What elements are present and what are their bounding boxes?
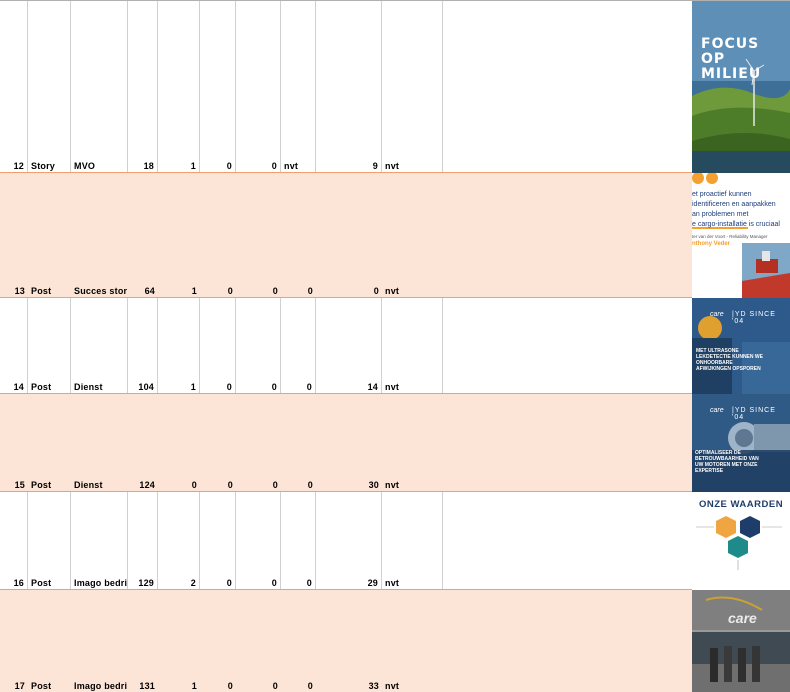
value: 0: [306, 578, 312, 588]
cell-nr[interactable]: [0, 492, 28, 589]
cell-c4[interactable]: [236, 492, 281, 589]
cell-c3[interactable]: [200, 492, 236, 589]
value: 0: [227, 286, 233, 296]
cell-type[interactable]: [28, 298, 71, 393]
quote-author-role: ter van der Voort - Reliability Manager: [692, 234, 768, 239]
cell-c1[interactable]: [128, 590, 158, 692]
cell-c3[interactable]: [200, 173, 236, 297]
cell-topic[interactable]: [71, 394, 128, 491]
value: nvt: [385, 480, 400, 490]
cell-c5[interactable]: [281, 394, 316, 491]
cell-topic[interactable]: [71, 173, 128, 297]
topic: Imago bedri: [74, 578, 128, 588]
cell-c6[interactable]: [316, 394, 382, 491]
table-row[interactable]: [0, 173, 790, 298]
value: 1: [191, 286, 197, 296]
value: 131: [139, 681, 155, 691]
cell-c2[interactable]: [158, 394, 200, 491]
ultrasone-lekdetectie-card[interactable]: [692, 298, 790, 394]
value: 0: [307, 681, 313, 691]
value: 14: [367, 382, 378, 392]
brand-logo: care: [728, 610, 757, 626]
value: 18: [143, 161, 154, 171]
brand-logo: care: [710, 311, 724, 318]
cell-c5[interactable]: [281, 1, 316, 172]
cell-c6[interactable]: [316, 298, 382, 393]
diagram-title: ONZE WAARDEN: [698, 499, 784, 510]
cell-c4[interactable]: [236, 173, 281, 297]
row-number: 13: [14, 286, 25, 296]
value: 1: [190, 382, 196, 392]
row-number: 15: [14, 480, 25, 490]
row-number: 17: [14, 681, 25, 691]
cell-c3[interactable]: [200, 590, 236, 692]
cell-c4[interactable]: [236, 590, 281, 692]
cell-c2[interactable]: [158, 590, 200, 692]
value: 0: [307, 480, 313, 490]
value: 0: [226, 161, 232, 171]
value: 0: [191, 480, 197, 490]
motor-reliability-card[interactable]: [692, 394, 790, 492]
cell-c7[interactable]: [382, 492, 443, 589]
icare-building-team-photo[interactable]: [692, 590, 790, 692]
quote-card-ship[interactable]: [692, 173, 790, 298]
cell-c5[interactable]: [281, 298, 316, 393]
value: 0: [272, 681, 278, 691]
cell-c3[interactable]: [200, 394, 236, 491]
value: 0: [306, 382, 312, 392]
quote-author-company: nthony Veder: [692, 241, 731, 247]
cell-nr[interactable]: [0, 173, 28, 297]
brand-logo: care: [710, 407, 724, 414]
brand-tagline: |YD SINCE '04: [732, 407, 776, 421]
row-number: 14: [13, 382, 24, 392]
value: nvt: [385, 681, 400, 691]
cell-c1[interactable]: [128, 394, 158, 491]
value: 0: [271, 578, 277, 588]
cell-c7[interactable]: [382, 1, 443, 172]
value: 124: [139, 480, 155, 490]
brand-tagline: |YD SINCE '04: [732, 311, 776, 325]
cell-c1[interactable]: [128, 1, 158, 172]
cell-c7[interactable]: [382, 173, 443, 297]
post-type: Post: [31, 382, 52, 392]
cell-c6[interactable]: [316, 492, 382, 589]
value: 0: [271, 382, 277, 392]
value: 9: [372, 161, 378, 171]
cell-topic[interactable]: [71, 1, 128, 172]
table-row[interactable]: [0, 492, 790, 590]
value: 0: [226, 382, 232, 392]
post-type: Post: [31, 480, 52, 490]
cell-c4[interactable]: [236, 1, 281, 172]
cell-type[interactable]: [28, 492, 71, 589]
cell-c2[interactable]: [158, 492, 200, 589]
cell-type[interactable]: [28, 1, 71, 172]
value: 1: [190, 161, 196, 171]
post-type: Post: [31, 578, 52, 588]
poster-image: [692, 1, 790, 173]
post-type: Post: [31, 681, 52, 691]
cell-c4[interactable]: [236, 298, 281, 393]
cell-nr[interactable]: [0, 298, 28, 393]
focus-op-milieu-poster[interactable]: [692, 1, 790, 173]
onze-waarden-diagram[interactable]: [692, 492, 790, 590]
cell-c1[interactable]: [128, 492, 158, 589]
post-type: Post: [31, 286, 52, 296]
value: 0: [373, 286, 379, 296]
value: nvt: [385, 578, 400, 588]
cell-nr[interactable]: [0, 394, 28, 491]
value: 64: [144, 286, 155, 296]
value: 0: [307, 286, 313, 296]
cell-type[interactable]: [28, 590, 71, 692]
value: 129: [138, 578, 154, 588]
cell-nr[interactable]: [0, 590, 28, 692]
value: 30: [368, 480, 379, 490]
value: 0: [227, 681, 233, 691]
cell-c7[interactable]: [382, 394, 443, 491]
value: 0: [227, 480, 233, 490]
cell-c5[interactable]: [281, 590, 316, 692]
values-hexagons: [692, 512, 790, 590]
cell-type[interactable]: [28, 394, 71, 491]
poster-title: FOCUS OP MILIEU: [701, 36, 762, 82]
value: nvt: [385, 286, 400, 296]
cell-c6[interactable]: [316, 590, 382, 692]
cell-c4[interactable]: [236, 394, 281, 491]
topic: MVO: [74, 161, 96, 171]
quote-text: et proactief kunnen identificeren en aanpakken an problemen met e cargo-installatie is cruciaal: [692, 191, 780, 228]
cell-c5[interactable]: [281, 492, 316, 589]
topic: Dienst: [74, 480, 103, 490]
cell-c7[interactable]: [382, 590, 443, 692]
value: 29: [367, 578, 378, 588]
cell-c2[interactable]: [158, 298, 200, 393]
cell-c5[interactable]: [281, 173, 316, 297]
cell-c1[interactable]: [128, 298, 158, 393]
row-number: 16: [13, 578, 24, 588]
value: 1: [191, 681, 197, 691]
cell-c1[interactable]: [128, 173, 158, 297]
cell-topic[interactable]: [71, 492, 128, 589]
value: 2: [190, 578, 196, 588]
cell-c6[interactable]: [316, 173, 382, 297]
post-type: Story: [31, 161, 56, 171]
cell-type[interactable]: [28, 173, 71, 297]
cell-topic[interactable]: [71, 298, 128, 393]
card-headline: MET ULTRASONE LEKDETECTIE KUNNEN WE ONHOORBARE AFWIJKINGEN OPSPOREN: [696, 348, 763, 372]
value: nvt: [385, 382, 400, 392]
cell-c2[interactable]: [158, 173, 200, 297]
value: 0: [271, 161, 277, 171]
topic: Dienst: [74, 382, 103, 392]
value: 0: [272, 480, 278, 490]
value: 33: [368, 681, 379, 691]
cell-topic[interactable]: [71, 590, 128, 692]
table-row[interactable]: [0, 1, 790, 173]
cell-c6[interactable]: [316, 1, 382, 172]
row-number: 12: [13, 161, 24, 171]
cell-c3[interactable]: [200, 1, 236, 172]
cell-c3[interactable]: [200, 298, 236, 393]
value: nvt: [284, 161, 299, 171]
topic: Succes stor: [74, 286, 128, 296]
value: 0: [226, 578, 232, 588]
cell-c7[interactable]: [382, 298, 443, 393]
building-photo: [692, 590, 790, 692]
cell-c2[interactable]: [158, 1, 200, 172]
value: 0: [272, 286, 278, 296]
value: 104: [138, 382, 154, 392]
table-row[interactable]: [0, 590, 790, 692]
cell-nr[interactable]: [0, 1, 28, 172]
table-row[interactable]: [0, 298, 790, 394]
topic: Imago bedri: [74, 681, 128, 691]
card-headline: OPTIMALISEER DE BETROUWBAARHEID VAN UW MOTOREN MET ONZE EXPERTISE: [695, 450, 759, 474]
value: nvt: [385, 161, 400, 171]
table-row[interactable]: [0, 394, 790, 492]
